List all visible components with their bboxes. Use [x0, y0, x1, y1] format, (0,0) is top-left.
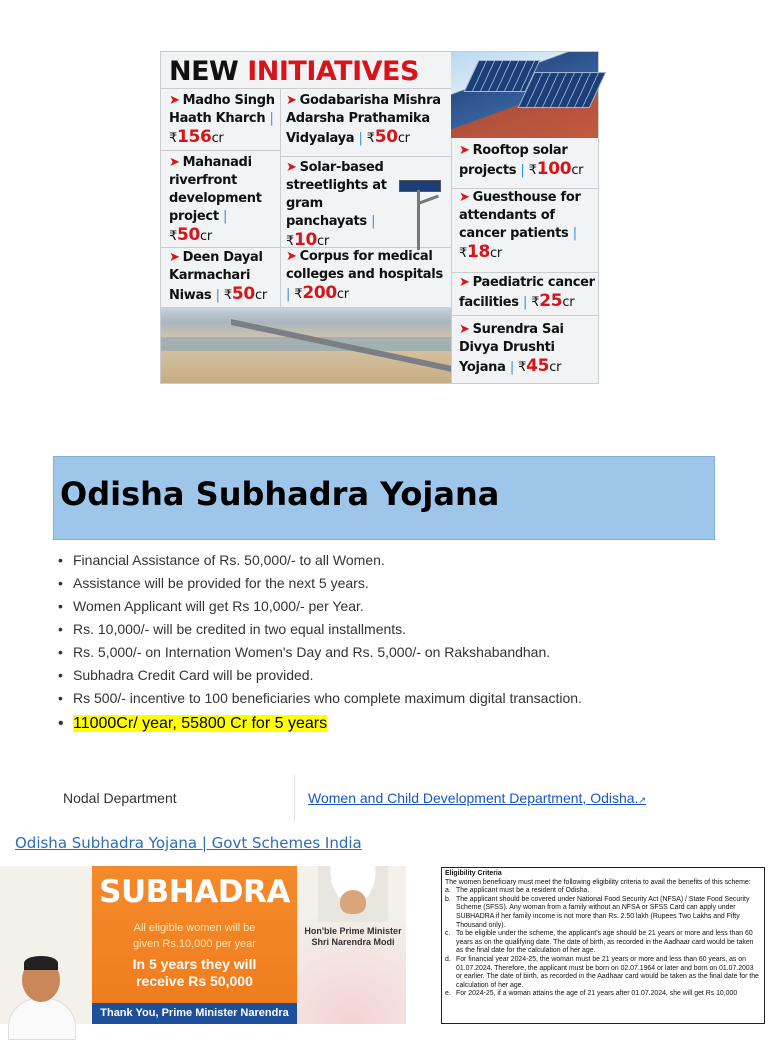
banner-highlight-text: In 5 years they will receive Rs 50,000 [132, 956, 257, 989]
eligibility-item: a. The applicant must be a resident of Odisha. [445, 887, 590, 895]
divider [294, 775, 295, 821]
page-title: Odisha Subhadra Yojana [60, 475, 500, 513]
list-item: • Rs 500/- incentive to 100 beneficiaries who complete maximum digital transaction. [58, 687, 582, 710]
govt-schemes-link[interactable]: Odisha Subhadra Yojana | Govt Schemes India [15, 834, 362, 852]
banner-brand: SUBHADRA [99, 874, 290, 910]
list-item: • Financial Assistance of Rs. 50,000/- to all Women. [58, 549, 582, 572]
initiative-item: ➤ Paediatric cancer facilities | ₹25cr [459, 275, 595, 311]
external-link-icon: ↗ [638, 795, 647, 805]
rooftop-solar-photo [451, 52, 598, 138]
list-item: • Subhadra Credit Card will be provided. [58, 664, 582, 687]
banner-text: All eligible women will be given Rs.10,000 per year [133, 922, 256, 950]
chief-minister-photo [6, 958, 76, 1028]
new-initiatives-infographic [160, 51, 599, 384]
initiative-item: ➤ Mahanadi riverfront development project | ₹50cr [169, 155, 262, 245]
initiative-item: ➤ Rooftop solar projects | ₹100cr [459, 143, 584, 179]
initiative-item: ➤ Deen Dayal Karmachari Niwas | ₹50cr [169, 250, 267, 304]
eligibility-item: d. For financial year 2024-25, the woman must be 21 years or more and less than 60 years, as on 01.07.2024. Therefore, the applicant must be born on 02.07.1964 or later and born on 01.07.2003 or earlier. The date of birth, as recorded in the Aadhaar card would be taken as the final date for the calculation of her age. [445, 955, 759, 989]
eligibility-item: c. To be eligible under the scheme, the applicant's age should be 21 years or more and less than 60 years as on the qualifying date. The date of birth, as recorded in the Aadhaar card would be taken as the final date for the calculation of her age. [445, 930, 754, 955]
highlighted-list-item: • 11000Cr/ year, 55800 Cr for 5 years [58, 710, 582, 737]
eligibility-item: e. For 2024-25, if a woman attains the age of 21 years after 01.07.2024, she will get Rs 10,000 [445, 990, 738, 998]
prime-minister-photo [318, 866, 388, 922]
subhadra-banner [0, 866, 406, 1040]
initiative-item: ➤ Madho Singh Haath Kharch | ₹156cr [169, 93, 275, 147]
list-item: • Rs. 5,000/- on Internation Women's Day and Rs. 5,000/- on Rakshabandhan. [58, 641, 582, 664]
list-item: • Women Applicant will get Rs 10,000/- per Year. [58, 595, 582, 618]
eligibility-item: b. The applicant should be covered under National Food Security Act (NFSA) / State Food Security Scheme (SFSS). Any woman from a family without an NFSA or SFSS Card can apply under SUBHADRA if her family income is not more than Rs. 2.50 lakh (Rupees Two Lakhs and Fifty Thousand only). [445, 895, 750, 929]
nodal-department-link[interactable]: Women and Child Development Department, Odisha.↗ [308, 790, 647, 806]
slide-heading-box [53, 456, 715, 540]
list-item: • Rs. 10,000/- will be credited in two equal installments. [58, 618, 582, 641]
initiative-item: ➤ Corpus for medical colleges and hospitals | ₹200cr [286, 249, 443, 303]
banner-thanks-strip: Thank You, Prime Minister Narendra Modi Ji [92, 1003, 297, 1024]
list-item: • Assistance will be provided for the next 5 years. [58, 572, 582, 595]
mahanadi-bridge-photo [161, 307, 451, 383]
nodal-department-label: Nodal Department [63, 790, 177, 806]
benefits-list [58, 549, 582, 737]
eligibility-criteria-document [441, 867, 765, 1024]
initiative-item: ➤ Surendra Sai Divya Drushti Yojana | ₹45cr [459, 322, 564, 376]
initiative-item: ➤ Godabarisha Mishra Adarsha Prathamika Vidyalaya | ₹50cr [286, 93, 441, 147]
banner-orange-panel [92, 866, 297, 1040]
initiative-item: ➤ Solar-based streetlights at gram panchayats | ₹10cr [286, 160, 387, 250]
eligibility-title: Eligibility Criteria [445, 870, 502, 877]
eligibility-intro: The women beneficiary must meet the following eligibility criteria to avail the benefits of this scheme: [445, 878, 751, 886]
pm-caption: Hon'ble Prime Minister Shri Narendra Modi [304, 926, 402, 947]
infographic-title: NEW INITIATIVES [169, 56, 419, 87]
initiative-item: ➤ Guesthouse for attendants of cancer patients | ₹18cr [459, 190, 581, 262]
